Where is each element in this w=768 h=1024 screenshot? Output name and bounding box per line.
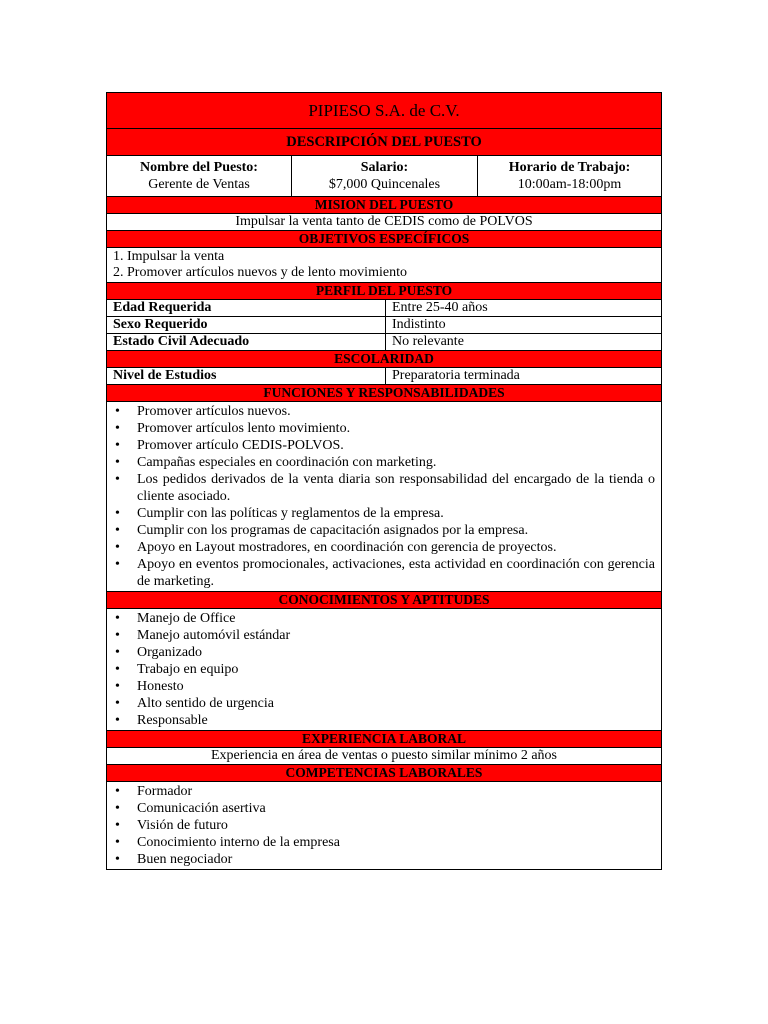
objetivos-list [107,248,661,283]
list-item-text: Trabajo en equipo [137,662,239,677]
list-item-text: Promover artículos nuevos. [137,404,291,419]
list-item [107,610,655,627]
objetivo-item: 2. Promover artículos nuevos y de lento movimiento [113,265,407,280]
position-value: Gerente de Ventas [148,177,250,192]
section-heading-perfil: PERFIL DEL PUESTO [107,283,661,300]
bullet-icon: • [115,713,120,728]
list-item [107,800,655,817]
salary-label: Salario: [360,160,409,175]
bullet-icon: • [115,421,120,436]
schedule-value: 10:00am-18:00pm [517,177,622,192]
perfil-row-sexo [107,317,661,334]
list-item-text: Apoyo en eventos promocionales, activaciones, esta actividad en coordinación con gerencia de marketing. [137,557,655,589]
perfil-label: Estado Civil Adecuado [107,334,386,350]
bullet-icon: • [115,472,120,487]
list-item-text: Responsable [137,713,208,728]
competencias-list [107,782,661,869]
position-label: Nombre del Puesto: [140,160,258,175]
list-item-text: Manejo de Office [137,611,236,626]
bullet-icon: • [115,784,120,799]
perfil-value: Indistinto [392,317,446,332]
bullet-icon: • [115,835,120,850]
list-item [107,834,655,851]
section-heading-funciones: FUNCIONES Y RESPONSABILIDADES [107,385,661,402]
perfil-value: No relevante [392,334,464,349]
list-item-text: Comunicación asertiva [137,801,266,816]
conocimientos-cell [107,609,661,731]
list-item-text: Alto sentido de urgencia [137,696,274,711]
list-item [107,695,655,712]
bullet-icon: • [115,455,120,470]
funciones-list [107,402,661,591]
list-item-text: Cumplir con las políticas y reglamentos de la empresa. [137,506,444,521]
list-item [107,817,655,834]
bullet-icon: • [115,801,120,816]
section-heading-objetivos: OBJETIVOS ESPECÍFICOS [107,231,661,248]
bullet-icon: • [115,523,120,538]
section-heading-experiencia: EXPERIENCIA LABORAL [107,731,661,748]
list-item-text: Los pedidos derivados de la venta diaria son responsabilidad del encargado de la tienda o cliente asociado. [137,472,655,504]
section-heading-competencias: COMPETENCIAS LABORALES [107,765,661,782]
list-item-text: Campañas especiales en coordinación con marketing. [137,455,437,470]
list-item [107,783,655,800]
summary-position [107,156,292,196]
perfil-label: Edad Requerida [107,300,386,316]
list-item-text: Manejo automóvil estándar [137,628,291,643]
list-item [107,712,655,729]
list-item [107,556,655,590]
competencias-cell [107,782,661,869]
summary-salary [292,156,478,196]
perfil-row-estado-civil [107,334,661,351]
bullet-icon: • [115,540,120,555]
document-title: DESCRIPCIÓN DEL PUESTO [107,129,661,156]
list-item-text: Conocimiento interno de la empresa [137,835,340,850]
section-heading-mision: MISION DEL PUESTO [107,197,661,214]
bullet-icon: • [115,557,120,572]
list-item-text: Honesto [137,679,184,694]
list-item [107,678,655,695]
objetivo-item: 1. Impulsar la venta [113,249,225,264]
bullet-icon: • [115,506,120,521]
schedule-label: Horario de Trabajo: [508,160,631,175]
perfil-value: Entre 25-40 años [392,300,488,315]
list-item [107,454,655,471]
list-item [107,644,655,661]
bullet-icon: • [115,628,120,643]
perfil-row-edad [107,300,661,317]
bullet-icon: • [115,611,120,626]
section-heading-conocimientos: CONOCIMIENTOS Y APTITUDES [107,592,661,609]
list-item [107,420,655,437]
section-heading-escolaridad: ESCOLARIDAD [107,351,661,368]
experiencia-text: Experiencia en área de ventas o puesto similar mínimo 2 años [107,748,661,765]
bullet-icon: • [115,852,120,867]
bullet-icon: • [115,645,120,660]
list-item-text: Organizado [137,645,203,660]
list-item [107,403,655,420]
list-item [107,661,655,678]
list-item-text: Buen negociador [137,852,233,867]
bullet-icon: • [115,696,120,711]
bullet-icon: • [115,818,120,833]
salary-value: $7,000 Quincenales [328,177,441,192]
mision-text: Impulsar la venta tanto de CEDIS como de POLVOS [107,214,661,231]
escolaridad-value: Preparatoria terminada [392,368,520,383]
company-title: PIPIESO S.A. de C.V. [107,93,661,129]
summary-row [107,156,661,197]
list-item [107,539,655,556]
funciones-cell [107,402,661,592]
list-item-text: Apoyo en Layout mostradores, en coordinación con gerencia de proyectos. [137,540,557,555]
bullet-icon: • [115,679,120,694]
list-item [107,627,655,644]
list-item-text: Promover artículos lento movimiento. [137,421,351,436]
escolaridad-label: Nivel de Estudios [107,368,386,384]
bullet-icon: • [115,404,120,419]
list-item [107,437,655,454]
list-item-text: Visión de futuro [137,818,228,833]
escolaridad-row [107,368,661,385]
list-item-text: Formador [137,784,193,799]
list-item [107,505,655,522]
job-description-table [106,92,662,870]
list-item-text: Promover artículo CEDIS-POLVOS. [137,438,344,453]
summary-schedule [478,156,661,196]
conocimientos-list [107,609,661,730]
list-item [107,471,655,505]
perfil-label: Sexo Requerido [107,317,386,333]
list-item [107,851,655,868]
list-item-text: Cumplir con los programas de capacitación asignados por la empresa. [137,523,529,538]
bullet-icon: • [115,662,120,677]
list-item [107,522,655,539]
bullet-icon: • [115,438,120,453]
